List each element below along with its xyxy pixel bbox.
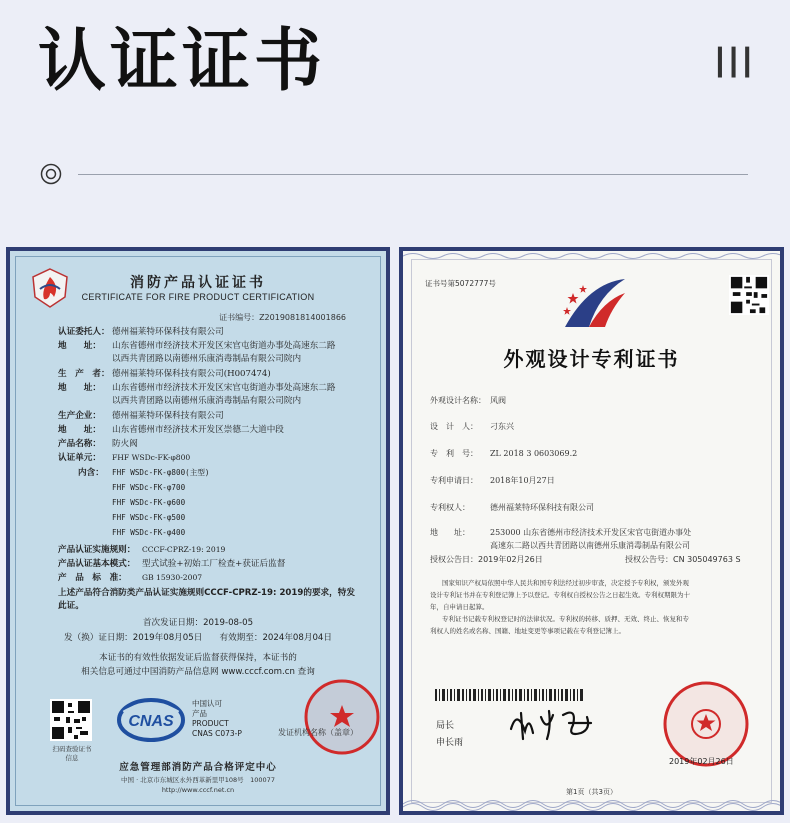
director-name: 申长雨 bbox=[436, 738, 464, 748]
field-label: 设 计 人： bbox=[430, 422, 478, 431]
field-row bbox=[430, 527, 691, 538]
field-row bbox=[58, 382, 368, 394]
field-value: 德州福莱特环保科技有限公司 bbox=[112, 327, 224, 337]
field-row bbox=[112, 353, 390, 365]
rule-value: GB 15930-2007 bbox=[142, 573, 203, 582]
field-label: 认证委托人： bbox=[58, 327, 110, 337]
field-label: 地 址： bbox=[58, 383, 101, 393]
unit-row bbox=[112, 527, 390, 539]
unit-item: FHF WSDc-FK-φ700 bbox=[112, 483, 186, 492]
field-row bbox=[58, 340, 368, 352]
qr-code-icon bbox=[729, 275, 769, 315]
rule-row bbox=[58, 544, 368, 556]
decorative-border bbox=[403, 797, 780, 811]
field-label: 地 址： bbox=[58, 341, 101, 351]
field-row bbox=[58, 368, 368, 380]
cnas-text-line: PRODUCT bbox=[192, 719, 229, 728]
issuing-authority: 应急管理部消防产品合格评定中心 bbox=[119, 762, 277, 773]
field-row bbox=[490, 540, 690, 551]
field-value: 山东省德州市经济技术开发区宋官屯街道办事处高速东二路 bbox=[112, 341, 336, 351]
field-row bbox=[430, 421, 514, 432]
field-value: 253000 山东省德州市经济技术开发区宋官屯街道办事处 bbox=[490, 528, 692, 537]
unit-row bbox=[112, 512, 390, 524]
unit-item: FHF WSDc-FK-φ500 bbox=[112, 513, 186, 522]
validity-query: 相关信息可通过中国消防产品信息网 www.cccf.com.cn 查询 bbox=[81, 667, 315, 677]
field-label: 生 产 者： bbox=[58, 369, 110, 379]
certificate-title: 外观设计专利证书 bbox=[503, 347, 680, 371]
rule-label: 产品认证基本模式： bbox=[58, 559, 136, 569]
issue-date: 2019年02月26日 bbox=[669, 757, 734, 766]
rule-value: CCCF-CPRZ-19: 2019 bbox=[142, 545, 226, 554]
legal-text-line: 利权人的姓名或名称、国籍、地址变更等事项记载在专利登记簿上。 bbox=[430, 627, 625, 635]
fire-product-certificate bbox=[6, 247, 390, 815]
unit-row bbox=[112, 482, 390, 494]
authority-url: http://www.cccf.net.cn bbox=[161, 786, 235, 794]
field-label: 产品名称： bbox=[58, 439, 101, 449]
page-indicator: 第1页（共3页） bbox=[566, 788, 617, 796]
rule-value: 型式试验+初始工厂检查+获证后监督 bbox=[142, 559, 286, 569]
field-value: 刁东兴 bbox=[490, 422, 514, 431]
field-value: 山东省德州市经济技术开发区崇德二大道中段 bbox=[112, 425, 284, 435]
field-row bbox=[430, 502, 594, 513]
field-label: 外观设计名称： bbox=[430, 396, 486, 405]
field-row bbox=[112, 395, 390, 407]
rule-row bbox=[58, 572, 368, 584]
legal-text-line: 设计专利证书并在专利登记簿上予以登记。专利权自授权公告之日起生效。专利权期限为十 bbox=[430, 591, 690, 599]
scan-label: 扫码查验证书信息 bbox=[52, 745, 92, 762]
conformity-statement: 上述产品符合消防类产品认证实施规则CCCF-CPRZ-19: 2019的要求，特发 bbox=[58, 588, 355, 598]
cnas-text-line: 中国认可 bbox=[192, 699, 222, 708]
field-row bbox=[58, 424, 368, 436]
unit-item: FHF WSDc-FK-φ800(主型) bbox=[112, 468, 210, 477]
legal-text-line: 专利证书记载专利权登记时的法律状况。专利权的转移、质押、无效、终止、恢复和专 bbox=[442, 615, 689, 623]
field-label: 地 址： bbox=[58, 425, 101, 435]
patent-office-emblem-icon bbox=[559, 273, 631, 335]
cnas-text-line: 产品 bbox=[192, 709, 207, 718]
legal-statement bbox=[430, 577, 765, 637]
unit-item: FHF WSDc-FK-φ400 bbox=[112, 528, 186, 537]
qr-code-icon bbox=[50, 699, 92, 741]
issuer-signature-label: 发证机构名称（盖章） bbox=[278, 728, 358, 737]
certificate-number: 证书号第5072777号 bbox=[425, 279, 496, 288]
certificate-title: 消防产品认证证书 bbox=[130, 275, 266, 291]
unit-row bbox=[112, 497, 390, 509]
target-icon bbox=[40, 163, 62, 185]
field-value: 以西共青团路以南德州乐康消毒制品有限公司院内 bbox=[112, 354, 302, 364]
field-row bbox=[58, 438, 368, 450]
reissue-date: 发（换）证日期：2019年08月05日 有效期至：2024年08月04日 bbox=[64, 633, 332, 643]
field-label: 地 址： bbox=[430, 528, 470, 537]
design-patent-certificate bbox=[399, 247, 784, 815]
director-title: 局长 bbox=[436, 721, 455, 731]
official-seal-icon bbox=[302, 677, 382, 757]
field-label: 专 利 号： bbox=[430, 449, 478, 458]
field-value: 以西共青团路以南德州乐康消毒制品有限公司院内 bbox=[112, 396, 302, 406]
first-issue-date: 首次发证日期：2019-08-05 bbox=[142, 618, 254, 628]
field-row bbox=[58, 326, 368, 338]
authority-address: 中国 · 北京市东城区永外西革新里甲108号 100077 bbox=[121, 776, 275, 784]
field-row bbox=[58, 452, 368, 464]
page-title: 认证证书 bbox=[38, 22, 327, 101]
field-label: 认证单元： bbox=[58, 453, 101, 463]
field-label: 专利申请日： bbox=[430, 476, 478, 485]
cnas-accreditation-text bbox=[192, 699, 242, 739]
grant-number: 授权公告号：CN 305049763 S bbox=[625, 555, 741, 564]
rule-row bbox=[58, 558, 368, 570]
barcode-icon bbox=[435, 689, 583, 701]
conformity-statement-end: 此证。 bbox=[58, 601, 84, 611]
certificate-subtitle: CERTIFICATE FOR FIRE PRODUCT CERTIFICATION bbox=[81, 292, 315, 302]
field-value: FHF WSDc-FK-φ800 bbox=[112, 453, 191, 462]
rule-label: 产 品 标 准： bbox=[58, 573, 127, 583]
field-row bbox=[58, 410, 368, 422]
legal-text-line: 年，自申请日起算。 bbox=[430, 603, 489, 611]
field-value: ZL 2018 3 0603069.2 bbox=[490, 449, 578, 458]
field-value: 山东省德州市经济技术开发区宋官屯街道办事处高速东二路 bbox=[112, 383, 336, 393]
cnas-logo bbox=[116, 697, 186, 743]
vertical-bars-icon: ┃┃┃ bbox=[712, 48, 753, 78]
rule-label: 产品认证实施规则： bbox=[58, 545, 136, 555]
field-label: 生产企业： bbox=[58, 411, 101, 421]
unit-item: FHF WSDc-FK-φ600 bbox=[112, 498, 186, 507]
validity-note: 本证书的有效性依据发证后监督获得保持，本证书的 bbox=[99, 653, 297, 663]
director-signature bbox=[507, 703, 597, 743]
grant-date: 授权公告日：2019年02月26日 bbox=[430, 555, 543, 564]
field-value: 德州福莱特环保科技有限公司 bbox=[112, 411, 224, 421]
unit-row bbox=[78, 467, 388, 479]
cnas-logo-text: CNAS bbox=[128, 713, 174, 730]
field-value: 2018年10月27日 bbox=[490, 476, 555, 485]
field-label: 专利权人： bbox=[430, 503, 470, 512]
field-row bbox=[430, 395, 506, 406]
field-value: 德州福莱特环保科技有限公司(H007474) bbox=[112, 369, 271, 379]
divider bbox=[78, 174, 748, 175]
field-value: 风阀 bbox=[490, 396, 506, 405]
certificate-number: 证书编号：Z2019081814001866 bbox=[219, 313, 346, 322]
field-value: 德州福莱特环保科技有限公司 bbox=[490, 503, 594, 512]
legal-text-line: 国家知识产权局依照中华人民共和国专利法经过初步审查，决定授予专利权，颁发外观 bbox=[442, 579, 689, 587]
certificate-inner-frame bbox=[15, 256, 381, 806]
field-row bbox=[430, 475, 555, 486]
field-row bbox=[430, 448, 577, 459]
field-value: 高速东二路以西共青团路以南德州乐康消毒制品有限公司 bbox=[490, 541, 690, 550]
cnas-text-line: CNAS C073-P bbox=[192, 729, 242, 738]
field-value: 防火阀 bbox=[112, 439, 138, 449]
units-label: 内含： bbox=[78, 468, 104, 478]
